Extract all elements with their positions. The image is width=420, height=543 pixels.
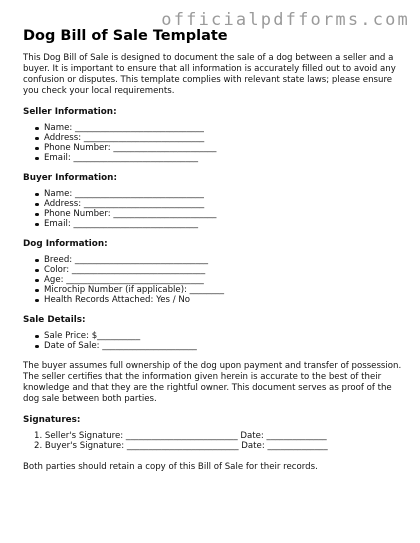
closing-note: Both parties should retain a copy of this Bill of Sale for their records. bbox=[23, 462, 318, 472]
dog-health-records-field: Health Records Attached: Yes / No bbox=[35, 295, 403, 305]
buyer-email-field: Email: _____________________________ bbox=[35, 219, 403, 229]
buyer-phone-field: Phone Number: ________________________ bbox=[35, 209, 403, 219]
dog-microchip-field: Microchip Number (if applicable): ________ bbox=[35, 285, 403, 295]
seller-name-field: Name: ______________________________ bbox=[35, 123, 403, 133]
transfer-paragraph: The buyer assumes full ownership of the dog upon payment and transfer of possession. The seller certifies that the information given herein is accurate to the best of their knowledge and that they are the rightful owner. This document serves as proof of the dog sale between both parties. bbox=[23, 361, 402, 404]
sale-date-field: Date of Sale: ______________________ bbox=[35, 341, 403, 351]
dog-age-field: Age: ________________________________ bbox=[35, 275, 403, 285]
seller-email-field: Email: _____________________________ bbox=[35, 153, 403, 163]
signatures-heading: Signatures: bbox=[23, 415, 81, 425]
seller-list bbox=[35, 123, 403, 163]
buyer-list bbox=[35, 189, 403, 229]
dog-breed-field: Breed: _______________________________ bbox=[35, 255, 403, 265]
dog-list bbox=[35, 255, 403, 305]
page-title: Dog Bill of Sale Template bbox=[23, 28, 228, 44]
document-page bbox=[23, 28, 403, 473]
seller-address-field: Address: ____________________________ bbox=[35, 133, 403, 143]
signatures-list bbox=[34, 431, 403, 451]
seller-phone-field: Phone Number: ________________________ bbox=[35, 143, 403, 153]
intro-paragraph: This Dog Bill of Sale is designed to document the sale of a dog between a seller and a buyer. It is important to ensure that all information is accurately filled out to avoid any confusion or disputes. This template complies with relevant state laws; please ensure you check your local requirements. bbox=[23, 53, 396, 96]
sale-heading: Sale Details: bbox=[23, 315, 86, 325]
dog-heading: Dog Information: bbox=[23, 239, 108, 249]
buyer-signature-line: 2. Buyer's Signature: __________________________ Date: ______________ bbox=[34, 441, 328, 451]
seller-signature-line: 1. Seller's Signature: __________________________ Date: ______________ bbox=[34, 431, 327, 441]
dog-color-field: Color: _______________________________ bbox=[35, 265, 403, 275]
buyer-name-field: Name: ______________________________ bbox=[35, 189, 403, 199]
seller-heading: Seller Information: bbox=[23, 107, 117, 117]
sale-list bbox=[35, 331, 403, 351]
sale-price-field: Sale Price: $__________ bbox=[35, 331, 403, 341]
buyer-heading: Buyer Information: bbox=[23, 173, 117, 183]
watermark-logo: officialpdfforms.com bbox=[161, 10, 410, 30]
buyer-address-field: Address: ____________________________ bbox=[35, 199, 403, 209]
